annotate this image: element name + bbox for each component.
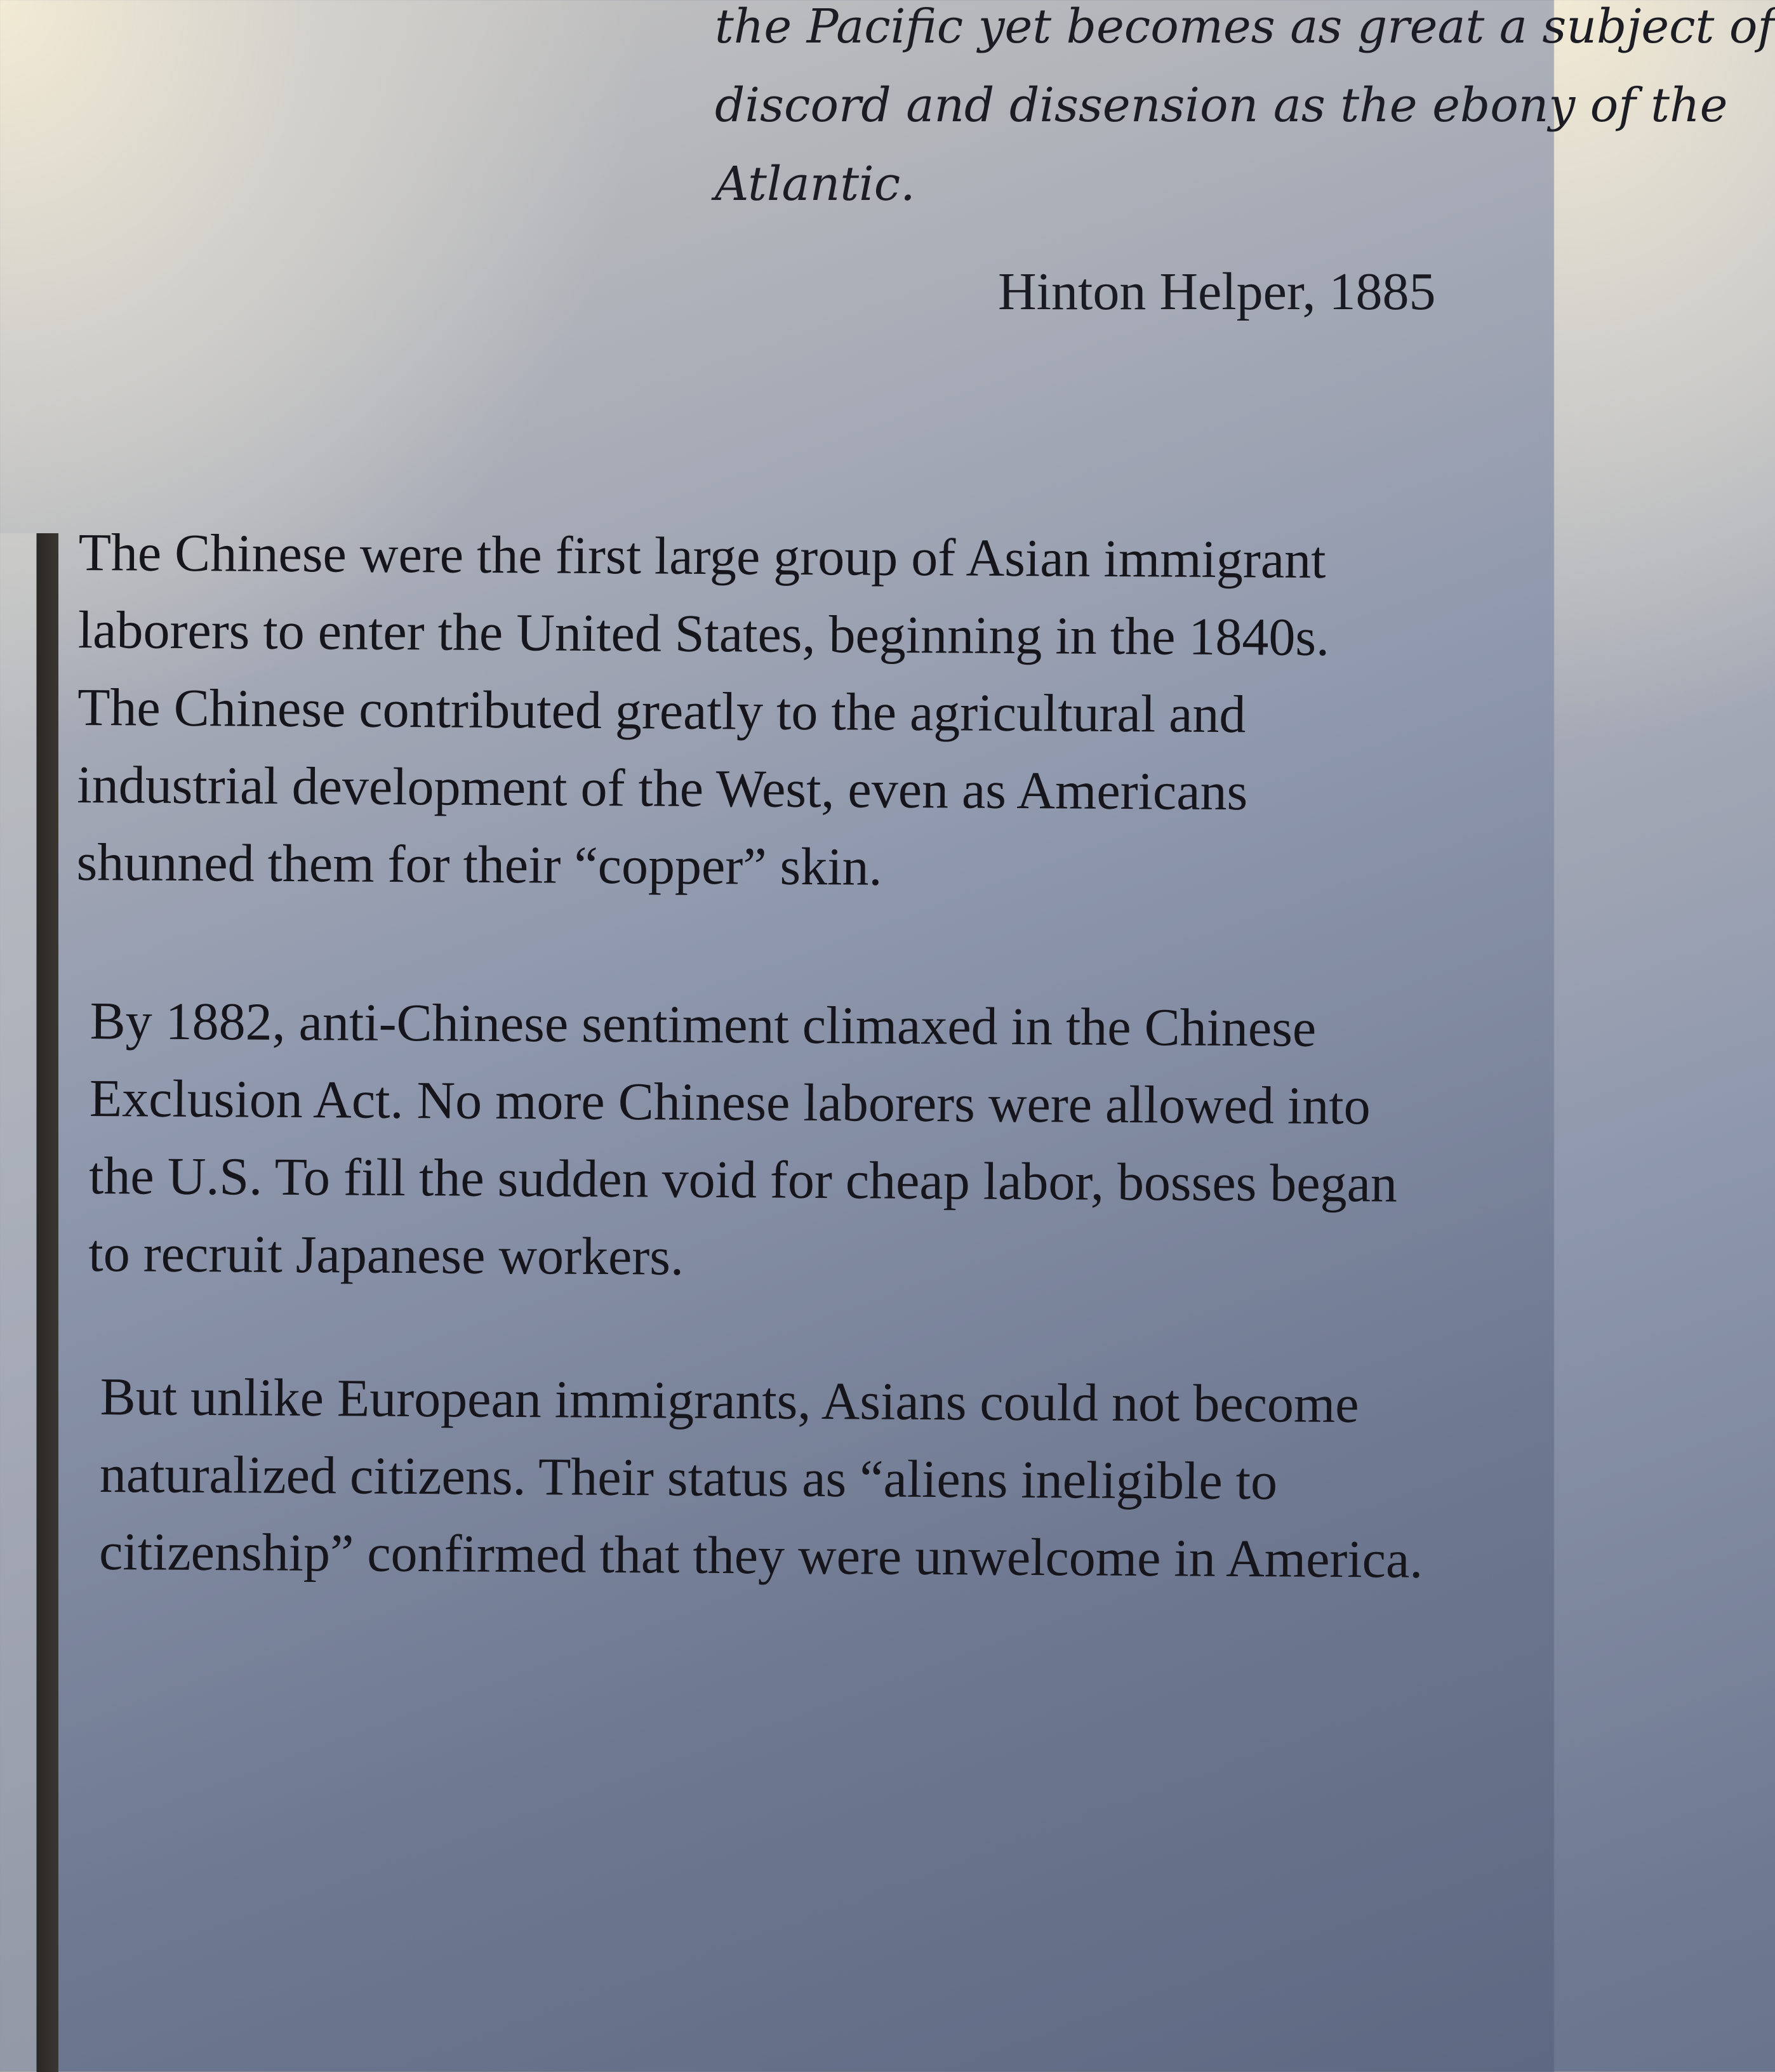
paragraph-line: By 1882, anti-Chinese sentiment climaxed in the Chinese (90, 991, 1317, 1058)
quote-line: Atlantic. (715, 157, 915, 211)
quote-line: the Pacific yet becomes as great a subject of (715, 0, 1775, 54)
paragraph-exclusion-act (88, 983, 1399, 1301)
quote-attribution: Hinton Helper, 1885 (998, 262, 1436, 321)
paragraph-line: Exclusion Act. No more Chinese laborers were allowed into (89, 1068, 1371, 1136)
paragraph-line: naturalized citizens. Their status as “aliens ineligible to (99, 1444, 1278, 1511)
quote-excerpt (715, 0, 1775, 223)
paragraph-line: The Chinese were the first large group of Asian immigrant (78, 522, 1326, 590)
paragraph-line: the U.S. To fill the sudden void for cheap labor, bosses began (88, 1146, 1398, 1214)
paragraph-line: But unlike European immigrants, Asians could not become (100, 1367, 1359, 1435)
paragraph-chinese-laborers (76, 514, 1330, 909)
paragraph-line: The Chinese contributed greatly to the agricultural and (77, 677, 1246, 745)
paragraph-line: laborers to enter the United States, beginning in the 1840s. (77, 600, 1330, 668)
quote-line: discord and dissension as the ebony of the (715, 78, 1728, 133)
paragraph-line: shunned them for their “copper” skin. (76, 832, 882, 897)
paragraph-citizenship (99, 1358, 1424, 1599)
paragraph-line: industrial development of the West, even as Americans (77, 755, 1248, 822)
paragraph-line: citizenship” confirmed that they were unwelcome in America. (98, 1522, 1423, 1590)
panel-edge-frame (0, 533, 58, 2072)
paragraph-line: to recruit Japanese workers. (88, 1223, 684, 1287)
